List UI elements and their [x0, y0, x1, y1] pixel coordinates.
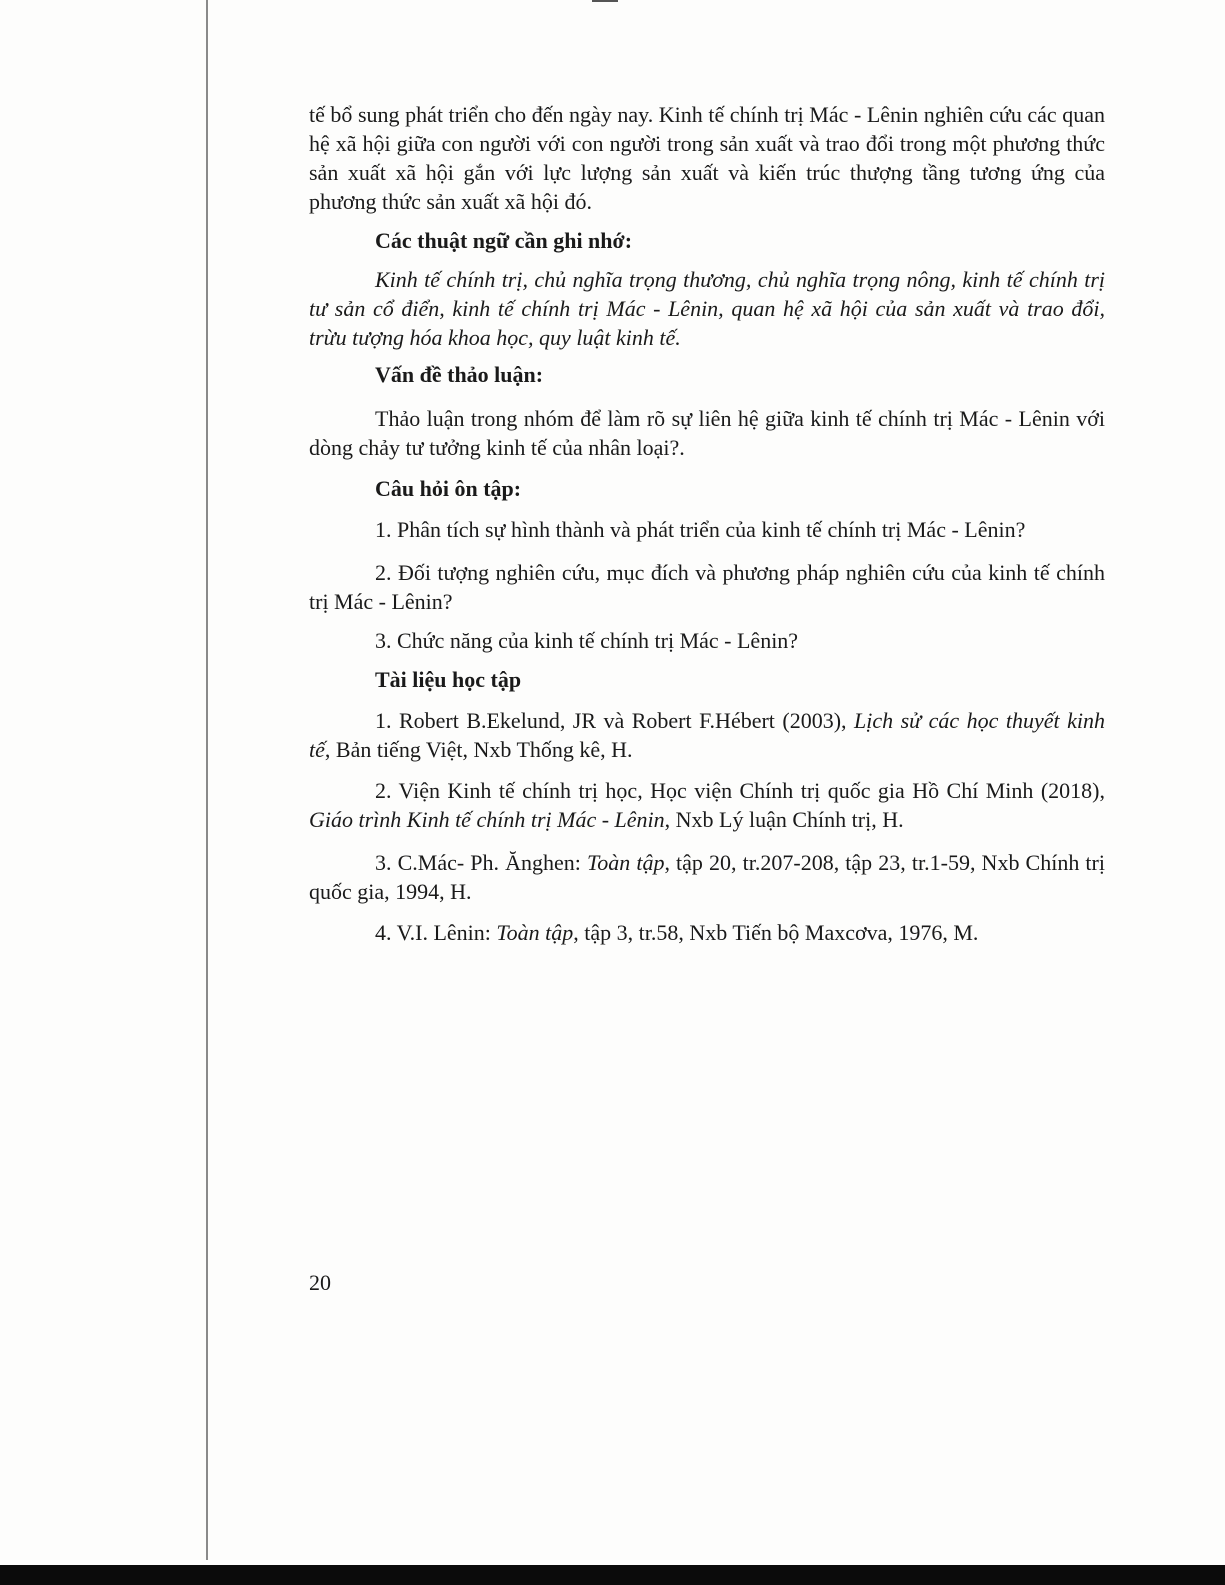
scan-top-mark — [592, 0, 618, 2]
reference-2-after: , Nxb Lý luận Chính trị, H. — [664, 807, 904, 832]
reference-3-before: 3. C.Mác- Ph. Ănghen: — [375, 850, 588, 875]
reference-3-title: Toàn tập — [587, 850, 665, 875]
reference-item-4 — [309, 918, 1105, 947]
reference-item-1 — [309, 706, 1105, 764]
reference-1-after: , Bản tiếng Việt, Nxb Thống kê, H. — [324, 737, 633, 762]
page-number: 20 — [309, 1270, 331, 1295]
terms-heading: Các thuật ngữ cần ghi nhớ: — [375, 228, 633, 253]
reference-4-title: Toàn tập — [496, 920, 574, 945]
reference-1-title: Lịch sử các học thuyết kinh tế — [309, 708, 1105, 762]
reference-4-after: , tập 3, tr.58, Nxb Tiến bộ Maxcơva, 1976, M. — [573, 920, 979, 945]
intro-paragraph: tế bổ sung phát triển cho đến ngày nay. Kinh tế chính trị Mác - Lênin nghiên cứu các quan hệ xã hội giữa con người với con người trong sản xuất và trao đổi trong một phương thức sản xuất xã hội gắn với lực lượng sản xuất và kiến trúc thượng tầng tương ứng của phương thức sản xuất xã hội đó. — [309, 102, 1105, 214]
references-heading: Tài liệu học tập — [375, 667, 522, 692]
scan-bottom-edge — [0, 1565, 1225, 1585]
terms-text: Kinh tế chính trị, chủ nghĩa trọng thương, chủ nghĩa trọng nông, kinh tế chính trị tư sản cổ điển, kinh tế chính trị Mác - Lênin, quan hệ xã hội của sản xuất và trao đổi, trừu tượng hóa khoa học, quy luật kinh tế. — [309, 267, 1105, 350]
reference-item-2 — [309, 776, 1105, 834]
page-content — [309, 100, 1105, 947]
review-question-2: 2. Đối tượng nghiên cứu, mục đích và phương pháp nghiên cứu của kinh tế chính trị Mác - Lênin? — [309, 560, 1105, 614]
reference-item-3 — [309, 848, 1105, 906]
review-heading: Câu hỏi ôn tập: — [375, 476, 522, 501]
reference-3-after: , tập 20, tr.207-208, tập 23, tr.1-59, Nxb Chính trị quốc gia, 1994, H. — [309, 850, 1105, 904]
review-question-3: 3. Chức năng của kinh tế chính trị Mác - Lênin? — [375, 628, 799, 653]
page-left-edge — [206, 0, 208, 1560]
discussion-text: Thảo luận trong nhóm để làm rõ sự liên hệ giữa kinh tế chính trị Mác - Lênin với dòng chảy tư tưởng kinh tế của nhân loại?. — [309, 406, 1105, 460]
reference-4-before: 4. V.I. Lênin: — [375, 920, 497, 945]
review-question-1: 1. Phân tích sự hình thành và phát triển của kinh tế chính trị Mác - Lênin? — [375, 517, 1026, 542]
discussion-heading: Vấn đề thảo luận: — [375, 362, 544, 387]
reference-2-before: 2. Viện Kinh tế chính trị học, Học viện Chính trị quốc gia Hồ Chí Minh (2018), — [375, 778, 1105, 803]
reference-1-before: 1. Robert B.Ekelund, JR và Robert F.Hébert (2003), — [375, 708, 855, 733]
reference-2-title: Giáo trình Kinh tế chính trị Mác - Lênin — [309, 807, 665, 832]
